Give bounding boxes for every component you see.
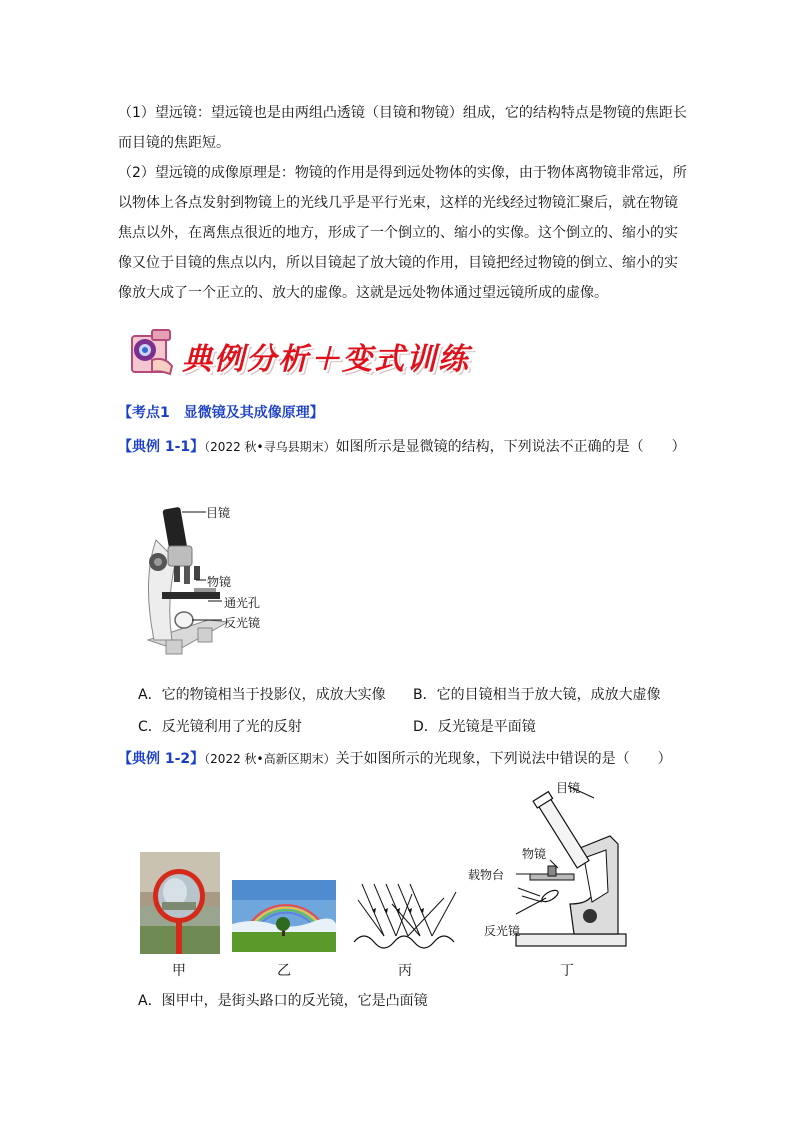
figure-microscope-diagram	[510, 784, 630, 954]
microscope-label-mirror: 反光镜	[224, 616, 261, 630]
caption-yi: 乙	[277, 963, 291, 979]
example-2-stem	[118, 748, 672, 768]
diagram-label-eyepiece: 目镜	[556, 781, 581, 795]
diagram-label-stage: 载物台	[468, 868, 505, 882]
example-1-stem	[118, 436, 686, 456]
figure-convex-mirror-photo	[140, 852, 220, 954]
banner-icon	[128, 326, 176, 378]
diagram-label-objective: 物镜	[522, 847, 547, 861]
banner-title: 典例分析＋变式训练	[182, 342, 470, 377]
example-1-source: （2022 秋•寻乌县期末）	[204, 440, 336, 454]
example-2-option-a[interactable]: A．图甲中，是街头路口的反光镜，它是凸面镜	[138, 993, 428, 1009]
microscope-label-objective: 物镜	[207, 575, 232, 589]
diagram-label-mirror: 反光镜	[484, 924, 521, 938]
example-1-option-b[interactable]: B．它的目镜相当于放大镜，成放大虚像	[413, 687, 661, 703]
example-1-question: 如图所示是显微镜的结构，下列说法不正确的是（ ）	[335, 439, 686, 455]
figure-diffuse-reflection	[352, 880, 462, 952]
microscope-label-aperture: 通光孔	[224, 596, 261, 610]
paragraph-telescope-structure: （1）望远镜：望远镜也是由两组凸透镜（目镜和物镜）组成，它的结构特点是物镜的焦距长而目镜的焦距短。	[118, 105, 687, 151]
figure-rainbow-photo	[232, 880, 336, 952]
example-1-option-a[interactable]: A．它的物镜相当于投影仪，成放大实像	[138, 687, 386, 703]
example-2-source: （2022 秋•高新区期末）	[204, 752, 336, 766]
caption-jia: 甲	[172, 963, 186, 979]
example-2-question: 关于如图所示的光现象，下列说法中错误的是（ ）	[335, 751, 672, 767]
example-1-tag: 【典例 1-1】	[118, 439, 205, 455]
section-heading: 【考点1 显微镜及其成像原理】	[118, 405, 324, 421]
paragraph-telescope-principle: （2）望远镜的成像原理是：物镜的作用是得到远处物体的实像，由于物体离物镜非常远，所以物体上各点发射到物镜上的光线几乎是平行光束，这样的光线经过物镜汇聚后，就在物镜焦点以外，在离焦点很近的地方，形成了一个倒立的、缩小的实像。这个倒立的、缩小的实像又位于目镜的焦点以内，所以目镜起了放大镜的作用，目镜把经过物镜的倒立、缩小的实像放大成了一个正立的、放大的虚像。这就是远处物体通过望远镜所成的虚像。	[118, 165, 687, 301]
caption-bing: 丙	[398, 963, 412, 979]
caption-ding: 丁	[560, 963, 574, 979]
example-2-tag: 【典例 1-2】	[118, 751, 205, 767]
example-1-option-d[interactable]: D．反光镜是平面镜	[413, 719, 536, 735]
example-1-option-c[interactable]: C．反光镜利用了光的反射	[138, 719, 302, 735]
microscope-label-eyepiece: 目镜	[206, 506, 231, 520]
